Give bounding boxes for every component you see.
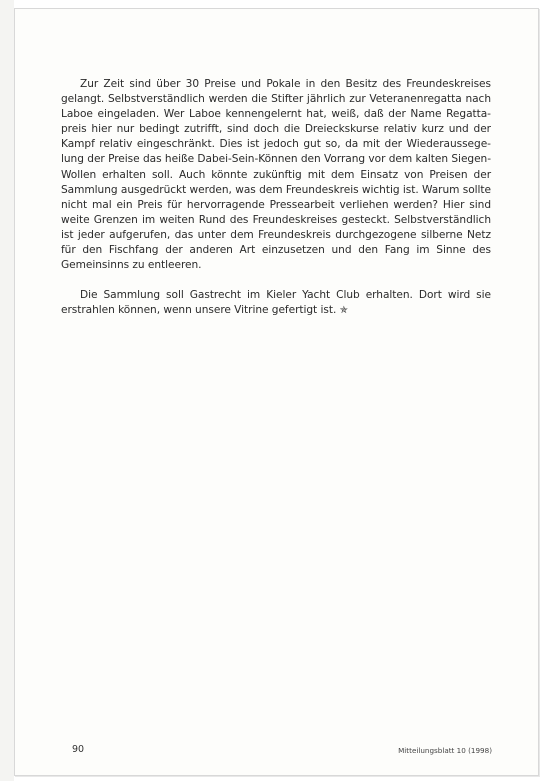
paragraph-2 [61, 288, 491, 318]
paragraph-1: Zur Zeit sind über 30 Preise und Pokale in den Besitz des Freundeskreises gelangt. Selbstverständlich werden die Stifter jährlich zur Veteranenregatta nach Laboe eingeladen. Wer Laboe kennengelernt hat, weiß, daß der Name Regattapreis hier nur bedingt zutrifft, sind doch die Dreieckskurse relativ kurz und der Kampf relativ eingeschränkt. Dies ist jedoch gut so, da mit der Wiederaussegelung der Preise das heiße Dabei-Sein-Können den Vorrang vor dem kalten Siegen-Wollen erhalten soll. Auch könnte zukünftig mit dem Einsatz von Preisen der Sammlung ausgedrückt werden, was dem Freundeskreis wichtig ist. Warum sollte nicht mal ein Preis für hervorragende Pressearbeit verliehen werden? Hier sind weite Grenzen im weiten Rund des Freundeskreises gesteckt. Selbstverständlich ist jeder aufgerufen, das unter dem Freundeskreis durchgezogene silberne Netz für den Fischfang der anderen Art einzusetzen und den Fang im Sinne des Gemeinsinns zu entleeren. [61, 78, 491, 272]
publication-title: Mitteilungsblatt 10 (1998) [398, 746, 492, 755]
body-text [61, 77, 491, 318]
paragraph-2-text: Die Sammlung soll Gastrecht im Kieler Yacht Club erhalten. Dort wird sie erstrahlen können, wenn unsere Vitrine gefertigt ist. [61, 289, 491, 317]
scan-edge [0, 0, 14, 781]
end-star-icon: ✯ [339, 305, 348, 317]
document-page [14, 8, 539, 776]
page-number: 90 [72, 744, 85, 755]
